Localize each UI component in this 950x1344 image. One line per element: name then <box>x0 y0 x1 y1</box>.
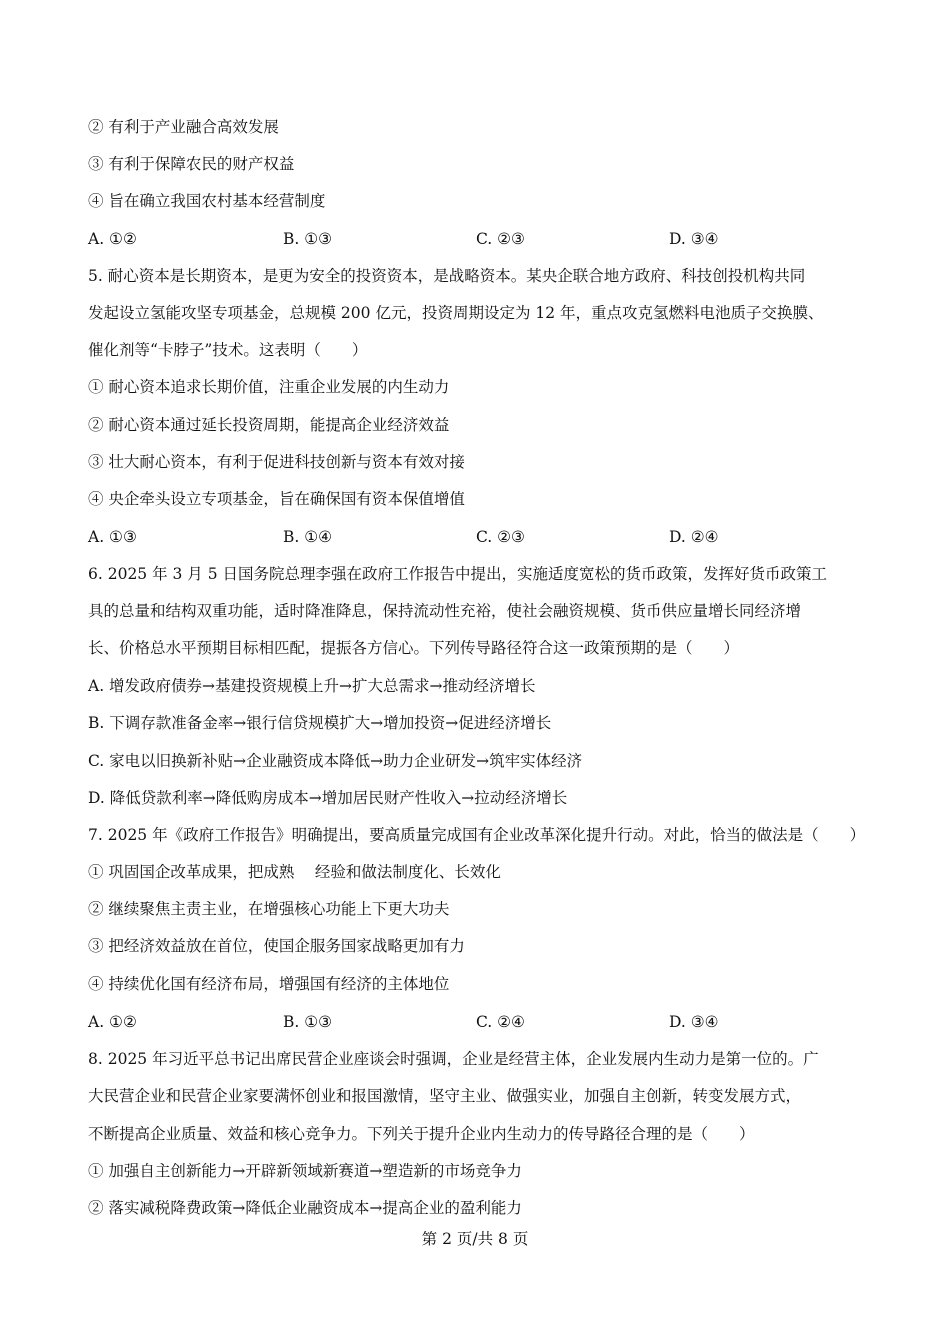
q7-option-d: D. ③④ <box>669 1013 719 1031</box>
q5-statement-3: ③ 壮大耐心资本，有利于促进科技创新与资本有效对接 <box>88 453 465 471</box>
q7-stem: 7. 2025 年《政府工作报告》明确提出，要高质量完成国有企业改革深化提升行动。对此，恰当的做法是（ ） <box>88 826 866 844</box>
q7-statement-3: ③ 把经济效益放在首位，使国企服务国家战略更加有力 <box>88 937 465 955</box>
q7-option-c: C. ②④ <box>476 1013 525 1031</box>
q4-statement-3: ③ 有利于保障农民的财产权益 <box>88 155 295 173</box>
q7-statement-4: ④ 持续优化国有经济布局，增强国有经济的主体地位 <box>88 975 450 993</box>
q4-option-d: D. ③④ <box>669 230 719 248</box>
q7-options <box>88 1012 888 1032</box>
q5-stem-line-2: 发起设立氢能攻坚专项基金，总规模 200 亿元，投资周期设定为 12 年，重点攻克氢燃料电池质子交换膜、 <box>88 304 824 322</box>
q8-statement-2: ② 落实减税降费政策→降低企业融资成本→提高企业的盈利能力 <box>88 1199 522 1217</box>
page-footer: 第 2 页/共 8 页 <box>421 1230 529 1248</box>
q5-stem-line-1: 5. 耐心资本是长期资本，是更为安全的投资资本，是战略资本。某央企联合地方政府、科技创投机构共同 <box>88 267 806 285</box>
q7-statement-2: ② 继续聚焦主责主业，在增强核心功能上下更大功夫 <box>88 900 450 918</box>
q6-stem-line-2: 具的总量和结构双重功能，适时降准降息，保持流动性充裕，使社会融资规模、货币供应量增长同经济增 <box>88 602 802 620</box>
q5-option-b: B. ①④ <box>283 528 333 546</box>
q4-option-b: B. ①③ <box>283 230 333 248</box>
q7-option-b: B. ①③ <box>283 1013 333 1031</box>
q5-option-d: D. ②④ <box>669 528 719 546</box>
q8-statement-1: ① 加强自主创新能力→开辟新领域新赛道→塑造新的市场竞争力 <box>88 1162 522 1180</box>
q6-choice-d: D. 降低贷款利率→降低购房成本→增加居民财产性收入→拉动经济增长 <box>88 789 568 807</box>
q5-options <box>88 527 888 547</box>
q4-option-c: C. ②③ <box>476 230 525 248</box>
q8-stem-line-1: 8. 2025 年习近平总书记出席民营企业座谈会时强调，企业是经营主体，企业发展内生动力是第一位的。广 <box>88 1050 819 1068</box>
q4-statement-4: ④ 旨在确立我国农村基本经营制度 <box>88 192 326 210</box>
q6-stem-line-1: 6. 2025 年 3 月 5 日国务院总理李强在政府工作报告中提出，实施适度宽松的货币政策，发挥好货币政策工 <box>88 565 828 583</box>
q5-stem-line-3: 催化剂等“卡脖子”技术。这表明（ ） <box>88 341 368 359</box>
q6-choice-b: B. 下调存款准备金率→银行信贷规模扩大→增加投资→促进经济增长 <box>88 714 552 732</box>
q5-option-c: C. ②③ <box>476 528 525 546</box>
q8-stem-line-2: 大民营企业和民营企业家要满怀创业和报国激情，坚守主业、做强实业，加强自主创新，转变发展方式， <box>88 1087 802 1105</box>
q7-statement-1: ① 巩固国企改革成果，把成熟 经验和做法制度化、长效化 <box>88 863 501 881</box>
q4-option-a: A. ①② <box>88 230 137 248</box>
q5-statement-4: ④ 央企牵头设立专项基金，旨在确保国有资本保值增值 <box>88 490 465 508</box>
q6-choice-a: A. 增发政府债券→基建投资规模上升→扩大总需求→推动经济增长 <box>88 677 536 695</box>
q6-choice-c: C. 家电以旧换新补贴→企业融资成本降低→助力企业研发→筑牢实体经济 <box>88 752 583 770</box>
q5-statement-1: ① 耐心资本追求长期价值，注重企业发展的内生动力 <box>88 378 450 396</box>
q4-options <box>88 229 888 249</box>
q5-option-a: A. ①③ <box>88 528 137 546</box>
q5-statement-2: ② 耐心资本通过延长投资周期，能提高企业经济效益 <box>88 416 450 434</box>
q8-stem-line-3: 不断提高企业质量、效益和核心竞争力。下列关于提升企业内生动力的传导路径合理的是（ ） <box>88 1125 755 1143</box>
q7-option-a: A. ①② <box>88 1013 137 1031</box>
q4-statement-2: ② 有利于产业融合高效发展 <box>88 118 279 136</box>
q6-stem-line-3: 长、价格总水平预期目标相匹配，提振各方信心。下列传导路径符合这一政策预期的是（ ） <box>88 639 740 657</box>
